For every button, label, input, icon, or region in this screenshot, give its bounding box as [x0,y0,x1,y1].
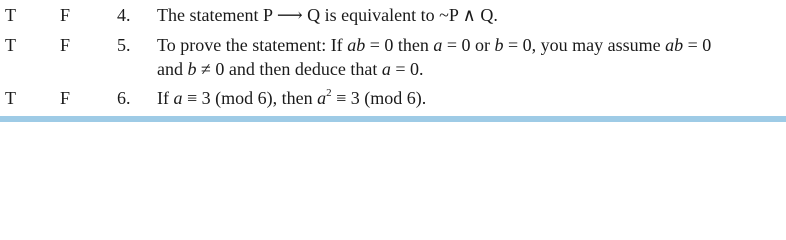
bottom-strip [0,116,786,122]
true-option-5[interactable]: T [5,35,16,55]
long-right-arrow-symbol: ⟶ [276,5,303,25]
true-option-4[interactable]: T [5,5,16,25]
statement-text-5-line-1: To prove the statement: If ab = 0 then a = 0 or b = 0, you may assume ab = 0 [157,35,712,55]
item-number-6: 6. [117,88,131,108]
statement-text-6: If a ≡ 3 (mod 6), then $a^2 \equiv 3$ (mod 6). [157,87,427,108]
false-option-5[interactable]: F [60,35,71,55]
item-number-4: 4. [117,5,131,25]
true-option-6[interactable]: T [5,88,16,108]
item-number-5: 5. [117,35,131,55]
false-option-6[interactable]: F [60,88,71,108]
statement-text-4: The statement P ⟶ Q is equivalent to ~P ∧ Q. [157,5,498,25]
statement-text-5-line-2: and b ≠ 0 and then deduce that a = 0. [157,59,424,79]
exponent: 2 [326,87,332,99]
false-option-4[interactable]: F [60,5,71,25]
